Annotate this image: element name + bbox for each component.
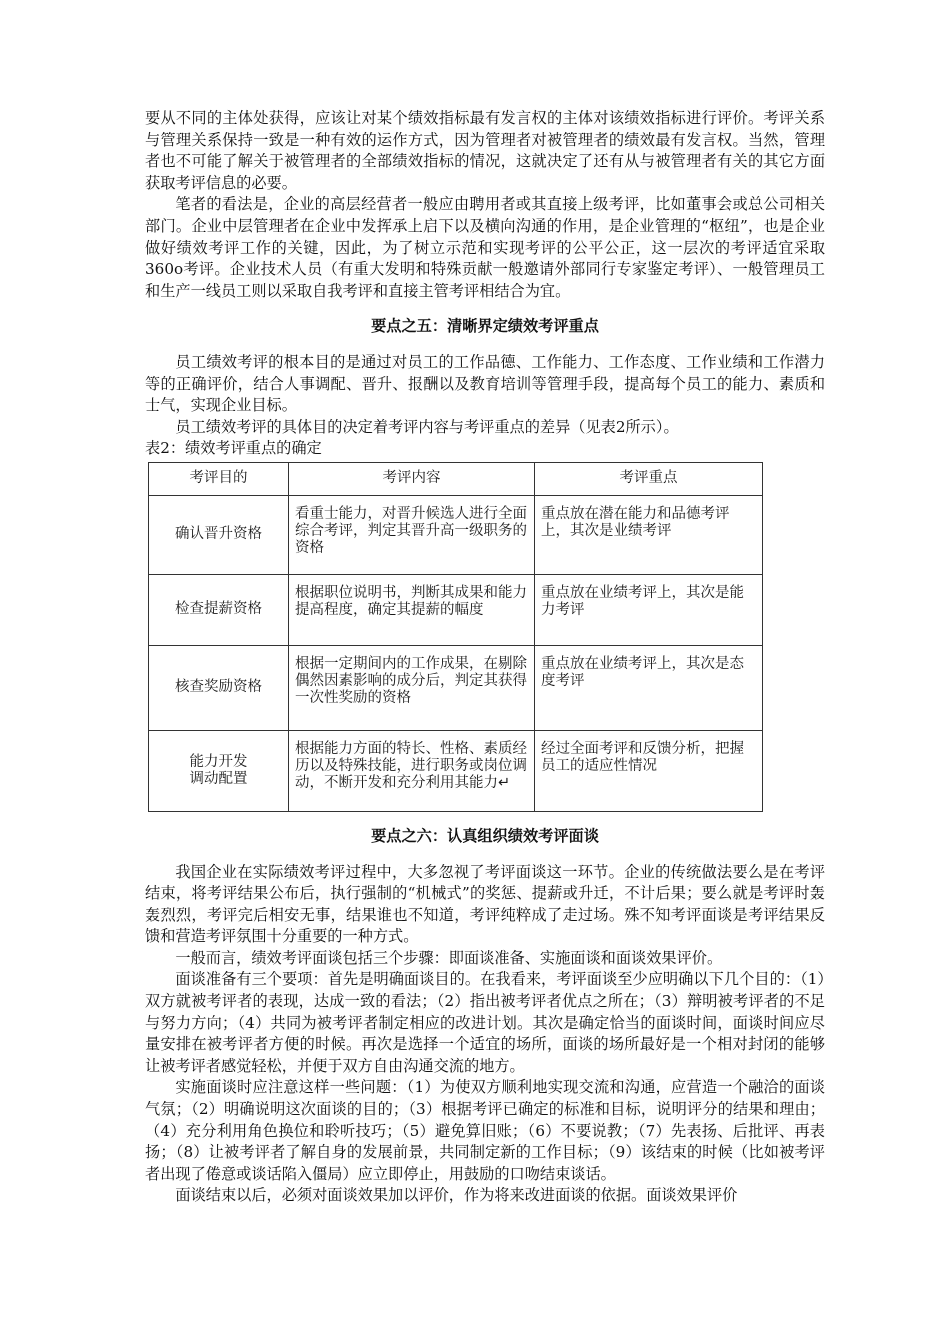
cell-purpose: 核查奖励资格 (149, 645, 289, 730)
paragraph: 员工绩效考评的具体目的决定着考评内容与考评重点的差异（见表2所示）。 (175, 417, 679, 436)
paragraph: 面谈结束以后，必须对面谈效果加以评价，作为将来改进面谈的依据。面谈效果评价 (175, 1186, 738, 1205)
paragraph: 实施面谈时应注意这样一些问题：（1）为使双方顺利地实现交流和沟通，应营造一个融洽的面谈气氛；（2）明确说明这次面谈的目的；（3）根据考评已确定的标准和目标，说明评分的结果和理由；（4）充分利用角色换位和聆听技巧；（5）避免算旧账；（6）不要说教；（7）先表扬、后批评、再表扬；（8）让被考评者了解自身的发展前景，共同制定新的工作目标；（9）该结束的时候（比如被考评者出现了倦意或谈话陷入僵局）应立即停止，用鼓励的口吻结束谈话。 (145, 1078, 825, 1183)
section-heading-5: 要点之五：清晰界定绩效考评重点 (371, 317, 599, 336)
table-caption: 表2：绩效考评重点的确定 (145, 439, 322, 458)
table-row (149, 730, 763, 811)
header-content: 考评内容 (289, 462, 535, 495)
table-row (149, 645, 763, 730)
cell-focus: 重点放在业绩考评上，其次是态度考评 (535, 645, 763, 730)
cell-purpose: 检查提薪资格 (149, 574, 289, 645)
header-purpose: 考评目的 (149, 462, 289, 495)
paragraph: 员工绩效考评的根本目的是通过对员工的工作品德、工作能力、工作态度、工作业绩和工作潜力等的正确评价，结合人事调配、晋升、报酬以及教育培训等管理手段，提高每个员工的能力、素质和士气，实现企业目标。 (145, 352, 825, 415)
document-page (145, 108, 825, 1207)
cell-focus: 重点放在业绩考评上，其次是能力考评 (535, 574, 763, 645)
cell-content: 根据能力方面的特长、性格、素质经历以及特殊技能，进行职务或岗位调动，不断开发和充分利用其能力↵ (289, 730, 535, 811)
evaluation-focus-table (148, 462, 763, 812)
paragraph: 一般而言，绩效考评面谈包括三个步骤：即面谈准备、实施面谈和面谈效果评价。 (175, 948, 723, 967)
cell-content: 看重士能力，对晋升候选人进行全面综合考评，判定其晋升高一级职务的资格 (289, 495, 535, 574)
cell-content: 根据一定期间内的工作成果，在剔除偶然因素影响的成分后，判定其获得一次性奖励的资格 (289, 645, 535, 730)
table-header-row (149, 462, 763, 495)
cell-focus: 重点放在潜在能力和品德考评上，其次是业绩考评 (535, 495, 763, 574)
table-row (149, 495, 763, 574)
cell-focus: 经过全面考评和反馈分析，把握员工的适应性情况 (535, 730, 763, 811)
table-row (149, 574, 763, 645)
paragraph: 要从不同的主体处获得，应该让对某个绩效指标最有发言权的主体对该绩效指标进行评价。考评关系与管理关系保持一致是一种有效的运作方式，因为管理者对被管理者的绩效最有发言权。当然，管理者也不可能了解关于被管理者的全部绩效指标的情况，这就决定了还有从与被管理者有关的其它方面获取考评信息的必要。 (145, 109, 825, 192)
header-focus: 考评重点 (535, 462, 763, 495)
paragraph: 笔者的看法是，企业的高层经营者一般应由聘用者或其直接上级考评，比如董事会或总公司相关部门。企业中层管理者在企业中发挥承上启下以及横向沟通的作用，是企业管理的“枢纽”，也是企业做好绩效考评工作的关键，因此，为了树立示范和实现考评的公平公正，这一层次的考评适宜采取360o考评。企业技术人员（有重大发明和特殊贡献一般邀请外部同行专家鉴定考评）、一般管理员工和生产一线员工则以采取自我考评和直接主管考评相结合为宜。 (145, 195, 825, 300)
section-heading-6: 要点之六：认真组织绩效考评面谈 (371, 826, 599, 845)
cell-purpose: 能力开发 调动配置 (149, 730, 289, 811)
paragraph: 面谈准备有三个要项：首先是明确面谈目的。在我看来，考评面谈至少应明确以下几个目的：（1）双方就被考评者的表现，达成一致的看法；（2）指出被考评者优点之所在；（3）辩明被考评者的不足与努力方向；（4）共同为被考评者制定相应的改进计划。其次是确定恰当的面谈时间，面谈时间应尽量安排在被考评者方便的时候。再次是选择一个适宜的场所，面谈的场所最好是一个相对封闭的能够让被考评者感觉轻松，并便于双方自由沟通交流的地方。 (145, 970, 825, 1075)
cell-purpose: 确认晋升资格 (149, 495, 289, 574)
paragraph: 我国企业在实际绩效考评过程中，大多忽视了考评面谈这一环节。企业的传统做法要么是在考评结束，将考评结果公布后，执行强制的“机械式”的奖惩、提薪或升迁，不计后果；要么就是考评时轰轰烈烈，考评完后相安无事，结果谁也不知道，考评纯粹成了走过场。殊不知考评面谈是考评结果反馈和营造考评氛围十分重要的一种方式。 (145, 862, 825, 946)
cell-content: 根据职位说明书，判断其成果和能力提高程度，确定其提薪的幅度 (289, 574, 535, 645)
